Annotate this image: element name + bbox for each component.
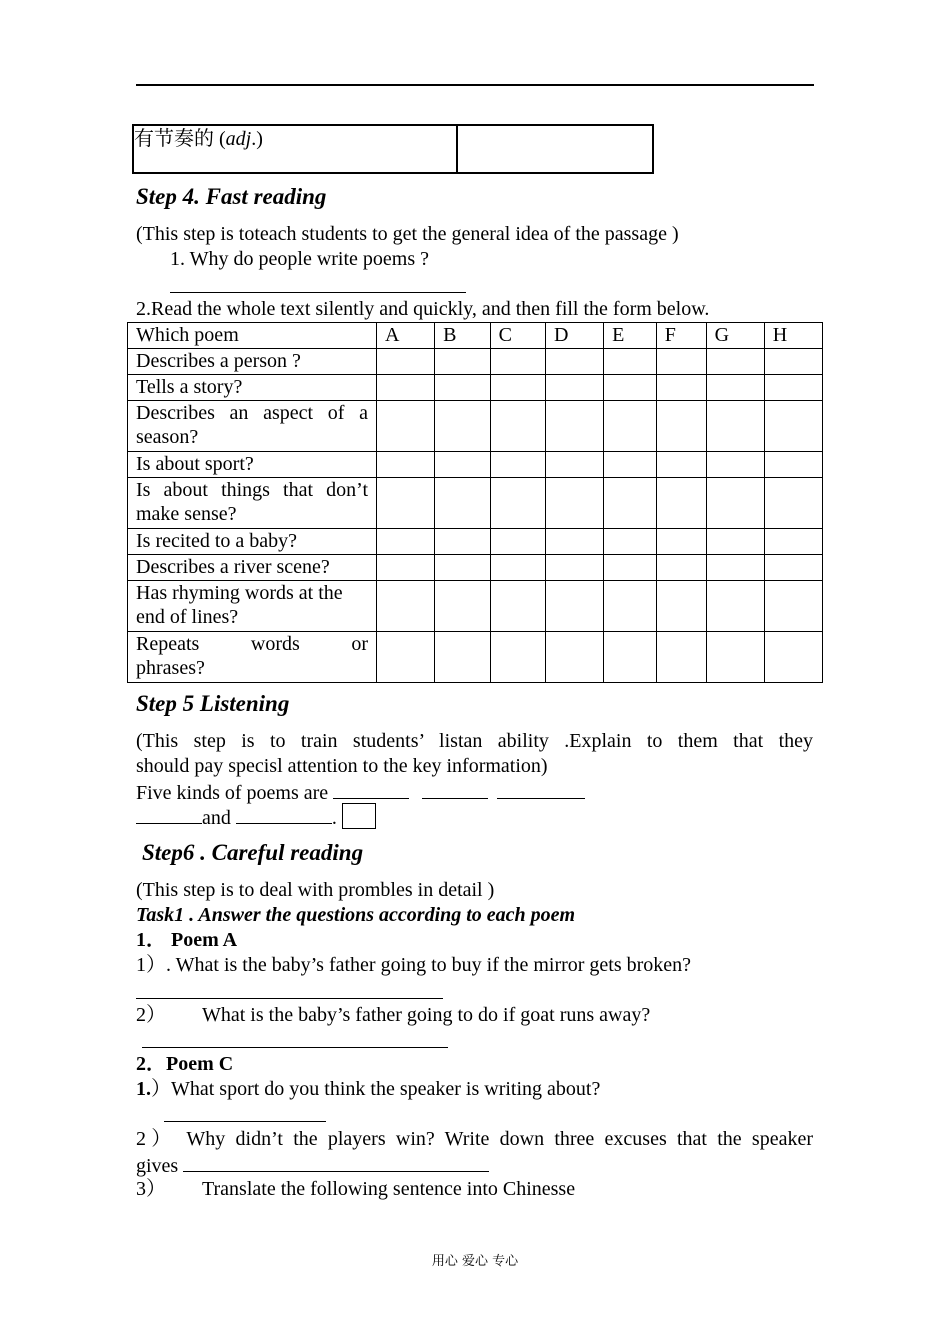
answer-cell[interactable] — [706, 349, 764, 375]
header-cell: Which poem — [128, 323, 377, 349]
answer-cell[interactable] — [490, 478, 545, 529]
answer-cell[interactable] — [545, 401, 603, 452]
answer-cell[interactable] — [764, 529, 822, 555]
answer-cell[interactable] — [764, 452, 822, 478]
row-label: Is about things that don’t make sense? — [128, 478, 377, 529]
answer-cell[interactable] — [490, 401, 545, 452]
answer-cell[interactable] — [764, 581, 822, 632]
answer-cell[interactable] — [545, 555, 603, 581]
answer-cell[interactable] — [764, 632, 822, 683]
answer-cell[interactable] — [435, 452, 490, 478]
answer-cell[interactable] — [656, 452, 706, 478]
header-cell: F — [656, 323, 706, 349]
answer-cell[interactable] — [706, 581, 764, 632]
table-row — [128, 349, 823, 375]
answer-cell[interactable] — [706, 555, 764, 581]
row-label: Is about sport? — [128, 452, 377, 478]
answer-blank[interactable] — [136, 804, 202, 824]
table-row — [128, 632, 823, 683]
answer-cell[interactable] — [604, 555, 657, 581]
answer-cell[interactable] — [545, 529, 603, 555]
table-row — [128, 529, 823, 555]
vocab-table — [132, 124, 654, 174]
answer-cell[interactable] — [764, 401, 822, 452]
row-label: Has rhyming words at the end of lines? — [128, 581, 377, 632]
answer-cell[interactable] — [706, 401, 764, 452]
answer-cell[interactable] — [377, 478, 435, 529]
answer-blank[interactable] — [170, 292, 466, 293]
answer-cell[interactable] — [545, 452, 603, 478]
poem-c-question-2-line2: gives — [136, 1152, 489, 1179]
answer-cell[interactable] — [604, 529, 657, 555]
answer-cell[interactable] — [706, 529, 764, 555]
step5-heading: Step 5 Listening — [136, 691, 290, 716]
answer-cell[interactable] — [377, 452, 435, 478]
answer-cell[interactable] — [435, 581, 490, 632]
answer-blank[interactable] — [142, 1047, 448, 1048]
row-label: Describes an aspect of a season? — [128, 401, 377, 452]
answer-cell[interactable] — [604, 452, 657, 478]
row-label: Describes a person ? — [128, 349, 377, 375]
answer-cell[interactable] — [656, 581, 706, 632]
step5-note-line2: should pay specisl attention to the key information) — [136, 755, 548, 777]
answer-cell[interactable] — [435, 349, 490, 375]
row-label: Tells a story? — [128, 375, 377, 401]
answer-cell[interactable] — [706, 478, 764, 529]
answer-cell[interactable] — [377, 349, 435, 375]
step6-heading: Step6 . Careful reading — [142, 840, 364, 865]
step5-and-line: and . — [136, 804, 337, 831]
poem-c-question-2-line1: 2） Why didn’t the players win? Write down three excuses that the speaker — [136, 1128, 813, 1150]
answer-blank[interactable] — [422, 779, 488, 799]
step5-note-line1: (This step is to train students’ listan ability .Explain to them that they — [136, 730, 813, 752]
vocab-cell-answer[interactable] — [456, 126, 654, 172]
answer-cell[interactable] — [490, 529, 545, 555]
poem-a-question-1: 1）. What is the baby’s father going to buy if the mirror gets broken? — [136, 954, 692, 976]
answer-blank[interactable] — [136, 998, 443, 999]
answer-cell[interactable] — [706, 632, 764, 683]
answer-cell[interactable] — [656, 529, 706, 555]
answer-cell[interactable] — [377, 555, 435, 581]
answer-cell[interactable] — [490, 555, 545, 581]
answer-cell[interactable] — [656, 401, 706, 452]
answer-cell[interactable] — [604, 478, 657, 529]
empty-box — [342, 803, 376, 829]
answer-cell[interactable] — [377, 632, 435, 683]
answer-cell[interactable] — [706, 452, 764, 478]
table-header-row — [128, 323, 823, 349]
answer-cell[interactable] — [764, 375, 822, 401]
answer-cell[interactable] — [545, 581, 603, 632]
table-row — [128, 401, 823, 452]
answer-cell[interactable] — [604, 401, 657, 452]
table-row — [128, 375, 823, 401]
top-rule — [136, 84, 814, 86]
answer-cell[interactable] — [435, 529, 490, 555]
header-cell: C — [490, 323, 545, 349]
table-row — [128, 581, 823, 632]
answer-cell[interactable] — [490, 375, 545, 401]
answer-cell[interactable] — [656, 478, 706, 529]
step4-question-2: 2.Read the whole text silently and quickly, and then fill the form below. — [136, 298, 710, 320]
answer-cell[interactable] — [656, 555, 706, 581]
answer-cell[interactable] — [545, 478, 603, 529]
table-row — [128, 452, 823, 478]
poem-c-question-1: 1.）What sport do you think the speaker is writing about? — [136, 1078, 601, 1100]
answer-cell[interactable] — [545, 349, 603, 375]
row-label: Repeats words or phrases? — [128, 632, 377, 683]
step5-kinds-line: Five kinds of poems are — [136, 779, 585, 806]
answer-blank[interactable] — [236, 804, 332, 824]
step4-heading: Step 4. Fast reading — [136, 184, 327, 209]
header-cell: A — [377, 323, 435, 349]
step6-note: (This step is to deal with prombles in detail ) — [136, 879, 495, 901]
table-row — [128, 555, 823, 581]
poem-c-question-3: 3） Translate the following sentence into Chinesse — [136, 1178, 576, 1200]
header-cell: B — [435, 323, 490, 349]
vocab-cell-word: 有节奏的 (adj.) — [134, 128, 263, 150]
header-cell: G — [706, 323, 764, 349]
poem-a-label: 1． Poem A — [136, 929, 238, 951]
answer-blank[interactable] — [164, 1121, 326, 1122]
row-label: Is recited to a baby? — [128, 529, 377, 555]
answer-blank[interactable] — [333, 779, 409, 799]
answer-cell[interactable] — [706, 375, 764, 401]
answer-cell[interactable] — [490, 581, 545, 632]
answer-cell[interactable] — [435, 632, 490, 683]
header-cell: E — [604, 323, 657, 349]
answer-cell[interactable] — [377, 529, 435, 555]
table-row — [128, 478, 823, 529]
answer-cell[interactable] — [604, 632, 657, 683]
answer-cell[interactable] — [764, 478, 822, 529]
answer-cell[interactable] — [435, 555, 490, 581]
poem-a-question-2: 2） What is the baby’s father going to do if goat runs away? — [136, 1004, 651, 1026]
page-footer: 用心 爱心 专心 — [431, 1254, 519, 1269]
answer-cell[interactable] — [377, 375, 435, 401]
answer-cell[interactable] — [490, 349, 545, 375]
answer-cell[interactable] — [604, 581, 657, 632]
answer-cell[interactable] — [604, 349, 657, 375]
answer-cell[interactable] — [545, 632, 603, 683]
step4-note: (This step is toteach students to get the general idea of the passage ) — [136, 223, 679, 245]
answer-cell[interactable] — [435, 375, 490, 401]
header-cell: H — [764, 323, 822, 349]
answer-blank[interactable] — [183, 1152, 489, 1172]
answer-blank[interactable] — [497, 779, 585, 799]
answer-cell[interactable] — [545, 375, 603, 401]
answer-cell[interactable] — [435, 478, 490, 529]
answer-cell[interactable] — [656, 375, 706, 401]
task1-heading: Task1 . Answer the questions according to each poem — [136, 904, 576, 926]
row-label: Describes a river scene? — [128, 555, 377, 581]
answer-cell[interactable] — [656, 632, 706, 683]
answer-cell[interactable] — [764, 349, 822, 375]
answer-cell[interactable] — [490, 452, 545, 478]
answer-cell[interactable] — [656, 349, 706, 375]
answer-cell[interactable] — [604, 375, 657, 401]
poem-c-label: 2．Poem C — [136, 1053, 234, 1075]
answer-cell[interactable] — [490, 632, 545, 683]
answer-cell[interactable] — [377, 581, 435, 632]
answer-cell[interactable] — [377, 401, 435, 452]
step4-question-1: 1. Why do people write poems ? — [170, 248, 430, 270]
header-cell: D — [545, 323, 603, 349]
answer-cell[interactable] — [435, 401, 490, 452]
answer-cell[interactable] — [764, 555, 822, 581]
poem-form-table — [127, 322, 823, 683]
